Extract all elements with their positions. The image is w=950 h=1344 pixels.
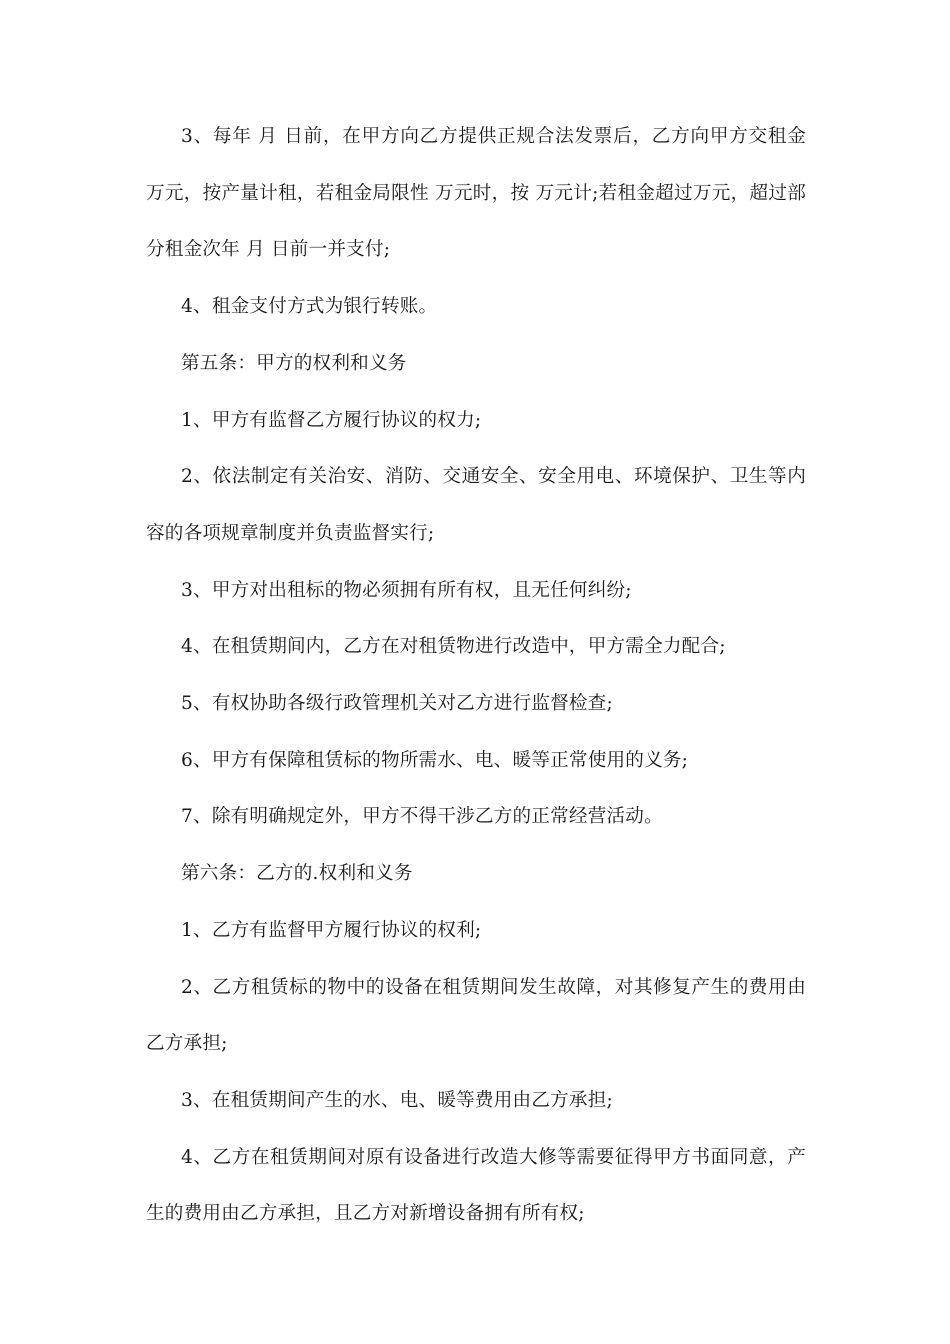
article-6-heading: 第六条：乙方的.权利和义务 <box>181 863 413 885</box>
paragraph-article-5-item-1: 1、甲方有监督乙方履行协议的权力; <box>181 409 482 431</box>
paragraph-article-6-item-3: 3、在租赁期间产生的水、电、暖等费用由乙方承担; <box>181 1089 613 1111</box>
paragraph-article-5-item-6: 6、甲方有保障租赁标的物所需水、电、暖等正常使用的义务; <box>181 749 689 771</box>
paragraph-rent-payment-method: 4、租金支付方式为银行转账。 <box>181 296 438 318</box>
paragraph-article-5-item-2: 2、依法制定有关治安、消防、交通安全、安全用电、环境保护、卫生等内容的各项规章制度并负责监督实行; <box>146 466 806 544</box>
paragraph-article-5-item-3: 3、甲方对出租标的物必须拥有所有权，且无任何纠纷; <box>181 579 632 601</box>
paragraph-rent-payment-schedule: 3、每年 月 日前，在甲方向乙方提供正规合法发票后，乙方向甲方交租金 万元，按产量计租，若租金局限性 万元时，按 万元计;若租金超过万元，超过部分租金次年 月 日前一并支付; <box>146 126 806 261</box>
paragraph-article-5-item-4: 4、在租赁期间内，乙方在对租赁物进行改造中，甲方需全力配合; <box>181 636 726 658</box>
paragraph-article-6-item-2: 2、乙方租赁标的物中的设备在租赁期间发生故障，对其修复产生的费用由乙方承担; <box>146 976 806 1055</box>
article-5-heading: 第五条：甲方的权利和义务 <box>181 352 407 374</box>
paragraph-article-5-item-5: 5、有权协助各级行政管理机关对乙方进行监督检查; <box>181 693 613 715</box>
paragraph-article-6-item-1: 1、乙方有监督甲方履行协议的权利; <box>181 919 482 941</box>
paragraph-article-6-item-4: 4、乙方在租赁期间对原有设备进行改造大修等需要征得甲方书面同意，产生的费用由乙方承担，且乙方对新增设备拥有所有权; <box>146 1146 806 1225</box>
paragraph-article-5-item-7: 7、除有明确规定外，甲方不得干涉乙方的正常经营活动。 <box>181 806 663 828</box>
document-body <box>146 109 806 1243</box>
